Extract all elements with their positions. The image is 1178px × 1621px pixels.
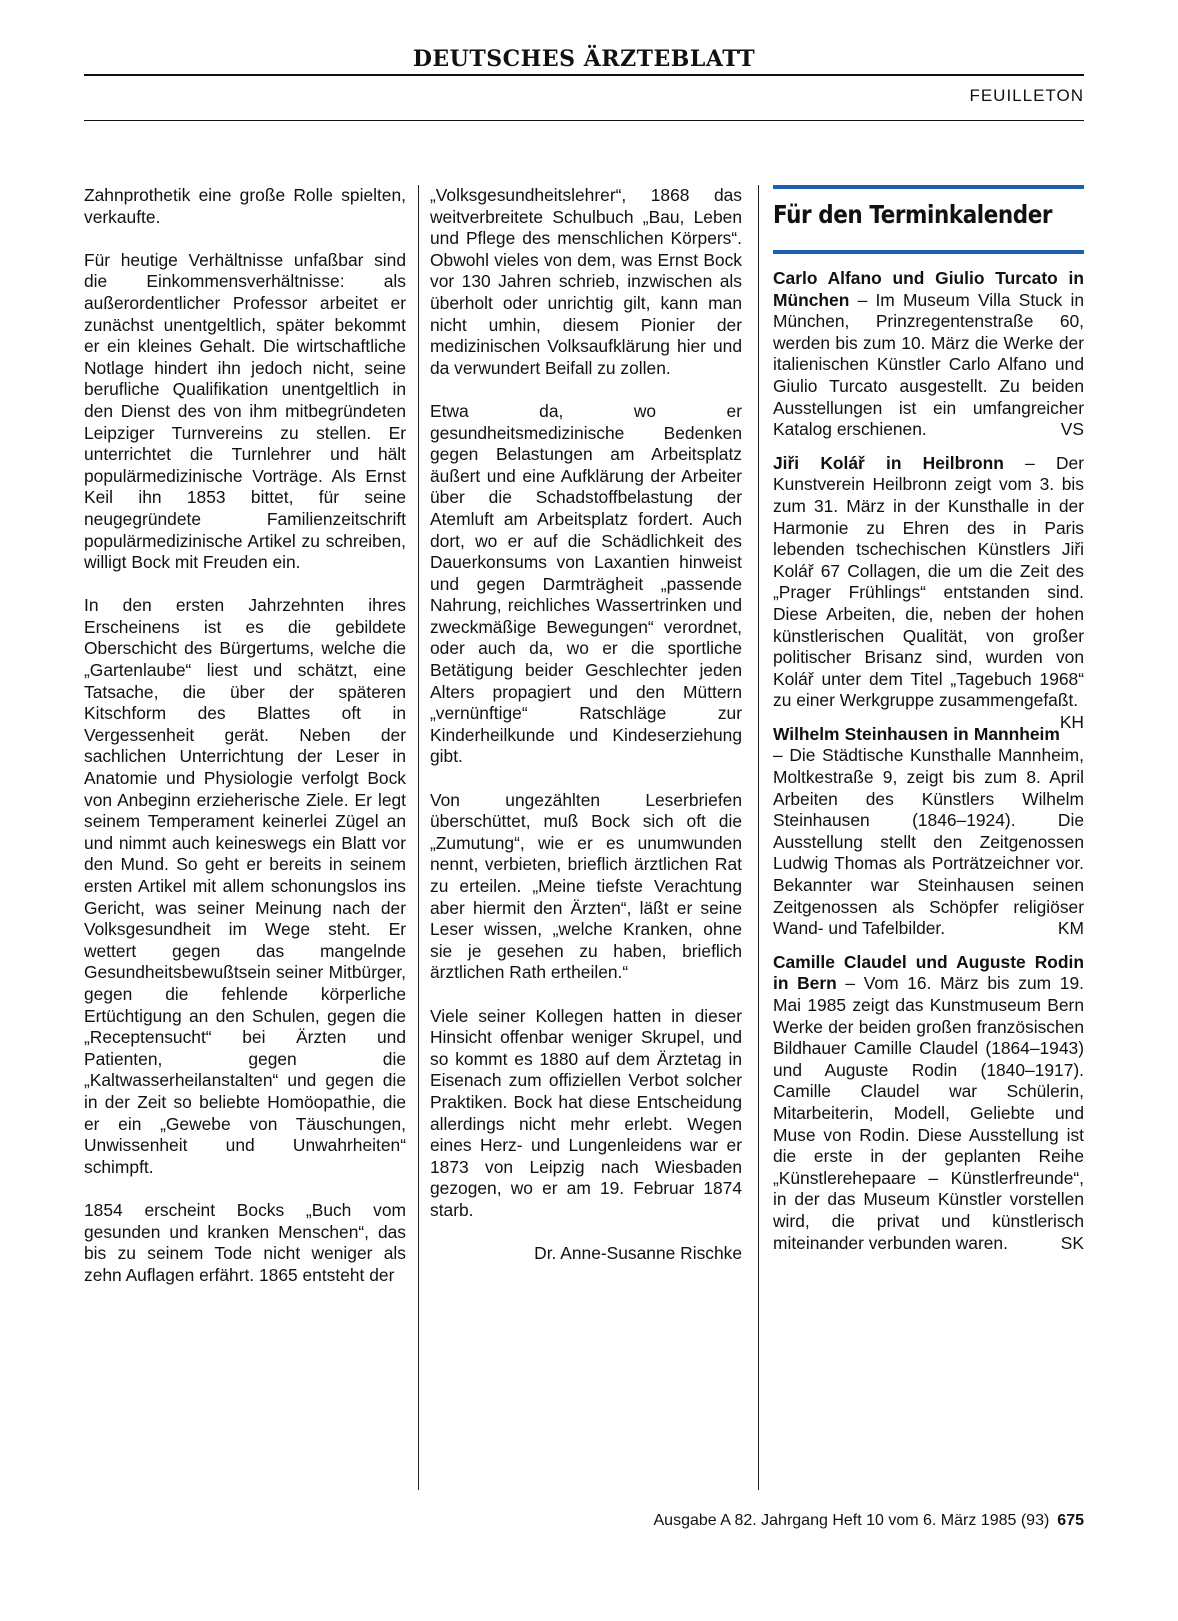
column-divider-1 — [418, 185, 419, 1490]
masthead-rule — [84, 74, 1084, 76]
event-text: – Vom 16. März bis zum 19. Mai 1985 zeigt das Kunstmuseum Bern Werke der beiden großen französischen Bildhauer Camille Claudel (1864–1943) und Auguste Rodin (1840–1917). Camille Claudel war Schülerin, Mitarbeiterin, Modell, Geliebte und Muse von Rodin. Diese Ausstellung ist die erste in der geplanten Reihe „Künstlerehepaare – Künstlerfreunde“, in der das Museum Künstler vorstellen wird, die privat und künstlerisch miteinander verbunden waren. — [773, 973, 1084, 1253]
event-text: – Im Museum Villa Stuck in München, Prinzregentenstraße 60, werden bis zum 10. März die Werke der italienischen Künstler Carlo Alfano und Giulio Turcato ausgestellt. Zu beiden Ausstellungen ist ein umfangreicher Katalog erschienen. — [773, 289, 1084, 440]
paragraph: Für heutige Verhältnisse unfaßbar sind die Einkommensverhältnisse: als außerordentlicher Professor arbeitet er zunächst unentgeltlich, später bekommt er ein kleines Gehalt. Die wirtschaftliche Notlage hindert ihn jedoch nicht, seine berufliche Qualifikation unentgeltlich in den Dienst des von ihm mitbegründeten Leipziger Turnvereins zu stellen. Er unterrichtet die Turnlehrer und hält populärmedizinische Vorträge. Als Ernst Keil ihn 1853 bittet, für seine neugegründete Familienzeitschrift populärmedizinische Artikel zu schreiben, willigt Bock mit Freuden ein. — [84, 249, 406, 573]
event-signature: KM — [1057, 918, 1084, 939]
event-entry — [773, 452, 1084, 732]
page-footer — [84, 1512, 1084, 1536]
masthead-title: DEUTSCHES ÄRZTEBLATT — [412, 46, 756, 72]
event-entry — [773, 952, 1084, 1254]
sidebar-top-rule — [773, 185, 1084, 189]
section-rule — [84, 120, 1084, 121]
paragraph: Von ungezählten Leserbriefen überschüttet, muß Bock sich oft die „Zumutung“, wie er es unumwunden nennt, verbieten, brieflich ärztlichen Rat zu erteilen. „Meine tiefste Verachtung aber hiermit den Ärzten“, läßt er seine Leser wissen, „welche Kranken, ohne sie je gesehen zu haben, brieflich ärztlichen Rath ertheilen.“ — [430, 789, 742, 983]
section-label: FEUILLETON — [969, 86, 1084, 105]
event-text: – Der Kunstverein Heilbronn zeigt vom 3. bis zum 31. März in der Kunsthalle in der Harmonie zu Ehren des in Paris lebenden tschechischen Künstlers Jiři Kolář 67 Collagen, die um die Zeit des „Prager Frühlings“ entstanden sind. Diese Arbeiten, die, neben der hohen künstlerischen Qualität, von großer politischer Brisanz sind, wurden von Kolář unter dem Titel „Tagebuch 1968“ zu einer Werkgruppe zusammengefaßt. — [773, 452, 1084, 711]
event-signature: SK — [1060, 1232, 1084, 1253]
event-signature: VS — [1060, 419, 1084, 440]
paragraph: In den ersten Jahrzehnten ihres Erscheinens ist es die gebildete Oberschicht des Bürgertums, welche die „Gartenlaube“ liest und schätzt, eine Tatsache, die über der späteren Kitschform des Blattes oft in Vergessenheit gerät. Neben der sachlichen Unterrichtung der Leser in Anatomie und Physiologie verfolgt Bock von Anbeginn erzieherische Ziele. Er legt seinem Temperament keinerlei Zügel an und nimmt auch keineswegs ein Blatt vor den Mund. So geht er bereits in seinem ersten Artikel mit allem schonungslos ins Gericht, was seiner Meinung nach der Volksgesundheit im Wege steht. Er wettert gegen das mangelnde Gesundheitsbewußtsein seiner Mitbürger, gegen die fehlende körperliche Ertüchtigung an den Schulen, gegen die „Receptensucht“ bei Ärzten und Patienten, gegen die „Kaltwasserheilanstalten“ und gegen die in der Zeit so beliebte Homöopathie, die er ein „Gewebe von Täuschungen, Unwissenheit und Unwahrheiten“ schimpft. — [84, 595, 406, 1177]
column-divider-2 — [758, 185, 759, 1490]
column-2 — [430, 185, 742, 1286]
column-1 — [84, 185, 406, 1308]
sidebar-title: Für den Terminkalender — [773, 200, 1053, 229]
event-signature: KH — [1059, 711, 1084, 732]
paragraph: Etwa da, wo er gesundheitsmedizinische Bedenken gegen Belastungen am Arbeitsplatz äußert und eine Aufklärung der Arbeiter über die Schadstoffbelastung der Atemluft am Arbeitsplatz fordert. Auch dort, wo er auf die Schädlichkeit des Dauerkonsums von Laxantien hinweist und gegen Darmträgheit „passende Nahrung, reichliches Wassertrinken und zweckmäßige Bewegungen“ verordnet, oder auch da, wo er die sportliche Betätigung beider Geschlechter jeden Alters propagiert und den Müttern „vernünftige“ Ratschläge zur Kinderheilkunde und Kindeserziehung gibt. — [430, 400, 742, 767]
author-signature: Dr. Anne-Susanne Rischke — [534, 1243, 742, 1264]
issue-info: Ausgabe A 82. Jahrgang Heft 10 vom 6. März 1985 (93) — [653, 1512, 1050, 1529]
event-heading: Carlo Alfano und Giulio Turcato in München — [773, 268, 1084, 310]
sidebar-column — [773, 268, 1084, 1266]
event-entry — [773, 724, 1084, 940]
event-entry — [773, 268, 1084, 441]
sidebar-bottom-rule — [773, 250, 1084, 254]
event-heading: Camille Claudel und Auguste Rodin in Bern — [773, 951, 1084, 994]
event-text: – Die Städtische Kunsthalle Mannheim, Moltkestraße 9, zeigt bis zum 8. April Arbeiten des Künstlers Wilhelm Steinhausen (1846–1924). Die Ausstellung stellt den Zeitgenossen Ludwig Thomas als Porträtzeichner vor. Bekannter war Steinhausen seinen Zeitgenossen als Schöpfer religiöser Wand- und Tafelbilder. — [773, 745, 1084, 939]
event-heading: Wilhelm Steinhausen in Mannheim — [773, 723, 1060, 744]
paragraph: 1854 erscheint Bocks „Buch vom gesunden und kranken Menschen“, das bis zu seinem Tode nicht weniger als zehn Auflagen erfährt. 1865 entsteht der — [84, 1199, 406, 1285]
event-heading: Jiři Kolář in Heilbronn — [773, 452, 1004, 473]
page-number: 675 — [1057, 1512, 1084, 1529]
paragraph: Zahnprothetik eine große Rolle spielten, verkaufte. — [84, 185, 406, 227]
paragraph: „Volksgesundheitslehrer“, 1868 das weitverbreitete Schulbuch „Bau, Leben und Pflege des menschlichen Körpers“. Obwohl vieles von dem, was Ernst Bock vor 130 Jahren schrieb, inzwischen als überholt oder unrichtig gilt, kann man nicht umhin, diesem Pionier der medizinischen Volksaufklärung hier und da verwundert Beifall zu zollen. — [430, 185, 742, 378]
paragraph: Viele seiner Kollegen hatten in dieser Hinsicht offenbar weniger Skrupel, und so kommt es 1880 auf dem Ärztetag in Eisenach zum offiziellen Verbot solcher Praktiken. Bock hat diese Entscheidung allerdings nicht mehr erlebt. Wegen eines Herz- und Lungenleidens war er 1873 von Leipzig nach Wiesbaden gezogen, wo er am 19. Februar 1874 starb. — [430, 1005, 742, 1220]
